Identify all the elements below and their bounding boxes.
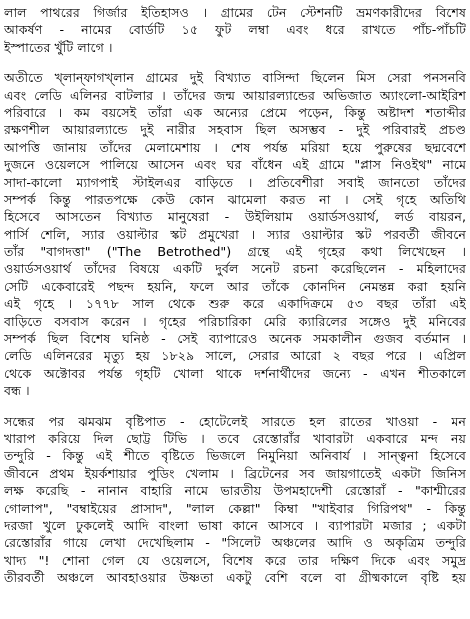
text-line: তাঁর "বাগদত্তা" ("The Betrothed") গ্রন্থে এই গৃহের কথা লিখেছেন । [4,244,466,260]
text-line: সম্পর্ক কিন্তু পারতপক্ষে কেউ কোন ঝামেলা করত না । সেই গৃহে অতিথি [4,191,466,207]
text-line: ওয়ার্ডসওয়ার্থ তাঁদের বিষয়ে একটি দুর্বল সনেট রচনা করেছিলেন - মহিলাদের [4,261,466,277]
paragraph-gap [4,62,466,69]
text-line: হিসেবে আসতেন বিখ্যাত মানুষেরা - উইলিয়াম ওয়ার্ডসওয়ার্থ, লর্ড বায়রন, [4,209,466,225]
text-line: সম্পর্ক ছিল বিশেষ ঘনিষ্ঠ - সেই ব্যাপারেও অনেক সমকালীন গুজব বর্তমান । [4,331,466,347]
text-line: দুজনে ওয়েলসে পালিয়ে আসেন এবং ঘর বাঁধেন এই গ্রামে "প্লাস নিওইথ" নামে [4,157,466,173]
text-line: আপত্তি জানায় তাঁদের মেলামেশায় । শেষ পর্যন্ত মরিয়া হয়ে পুরুষের ছদ্মবেশে [4,139,466,155]
text-line: জীবনে প্রথম ইয়র্কশায়ার পুডিং খেলাম । ব্রিটেনের সব জায়গাতেই একটা জিনিস [4,465,466,481]
text-line: পরিবারে । কম বয়সেই তাঁরা এক অন্যের প্রেমে পড়েন, কিন্তু অষ্টাদশ শতাব্দীর [4,104,466,120]
paragraph-2 [4,69,466,399]
text-line: আকর্ষণ - নামের বোর্ডটি ১৫ ফুট লম্বা এবং ধরে রাখতে পাঁচ-পাঁচটি [4,22,466,38]
text-line: ইস্পাতের খুঁটি লাগে । [4,39,113,55]
paragraph-gap [4,406,466,413]
text-line: খারাপ করিয়ে দিল ছোট্ট টিভি । তবে রেস্তোরাঁর খাবারটা একবারে মন্দ নয় [4,430,466,446]
text-line: বন্ধ । [4,383,30,399]
text-line: সন্ধের পর ঝমঝম বৃষ্টিপাত - হোটেলেই সারতে হল রাতের খাওয়া - মন [4,413,466,429]
text-line: লেডি এলিনরের মৃত্যু হয় ১৮২৯ সালে, সেরার আরো ২ বছর পরে । এপ্রিল [4,348,466,364]
text-line: রেস্তোরাঁর গায়ে লেখা দেখেছিলাম - "সিলেট অঞ্চলের আদি ও অকৃত্রিম তন্দুরি [4,535,466,551]
text-line: তীরবর্তী অঞ্চলে আবহাওয়ার উষ্ণতা একটু বেশি বলে বা গ্রীষ্মকালে বৃষ্টি হয় [4,570,466,586]
text-line: অতীতে খ্লান্ফাগখ্লান গ্রামের দুই বিখ্যাত বাসিন্দা ছিলেন মিস সেরা পনসনবি [4,70,466,86]
text-line: থেকে অক্টোবর পর্যন্ত গৃহটি খোলা থাকে দর্শনার্থীদের জন্যে - এখন শীতকালে [4,365,466,381]
text-line: এই গৃহে । ১৭৭৮ সাল থেকে শুরু করে একাদিক্রমে ৫৩ বছর তাঁরা এই [4,296,466,312]
text-line: গোলাপ", "বম্বাইয়ের প্রাসাদ", "লাল কেল্লা" কিম্বা "খাইবার গিরিপথ" - কিন্তু [4,500,466,516]
text-line: সেটি একেবারেই পছন্দ হয়নি, ফলে আর তাঁকে কোনদিন নেমন্তন্ন করা হয়নি [4,278,466,294]
text-line: বাড়িতে বসবাস করেন । গৃহের পরিচারিকা মেরি ক্যারিলের সঙ্গেও দুই মনিবের [4,313,466,329]
text-line: রক্ষণশীল আয়ারল্যান্ডে দুই নারীর সহবাস ছিল অসম্ভব - দুই পরিবারই প্রচণ্ড [4,122,466,138]
text-line: সাদা-কালো ম্যাগপাই স্টাইলএর বাড়িতে । প্রতিবেশীরা সবাই জানতো তাঁদের [4,174,466,190]
paragraph-1 [4,4,466,56]
text-line: তন্দুরি - কিন্তু এই শীতে বৃষ্টিতে ভিজলে নিমুনিয়া অনিবার্য । সান্ত্বনা হিসেবে [4,448,466,464]
text-line: দরজা খুলে ঢুকলেই আদি বাংলা ভাষা কানে আসবে । ব্যাপারটা মজার ; একটা [4,517,466,533]
text-line: লক্ষ করেছি - নানান বাহারি নামে ভারতীয় উপমহাদেশী রেস্তোরাঁ - "কাশ্মীরের [4,483,466,499]
text-line: খাদ্য "! শোনা গেল যে ওয়েলসে, বিশেষ করে তার দক্ষিণ দিকে এবং সমুদ্র [4,552,466,568]
text-line: লাল পাথরের গির্জার ইতিহাসও । গ্রামের টেন স্টেশনটি ভ্রমণকারীদের বিশেষ [4,5,466,20]
text-line: পার্সি শেলি, স্যার ওয়াল্টার স্কট প্রমুখেরা । স্যার ওয়াল্টার স্কট পরবর্তী জীবনে [4,226,466,242]
text-line: এবং লেডি এলিনর বাটলার । তাঁদের জন্ম আয়ারল্যান্ডের অভিজাত অ্যাংলো-আইরিশ [4,87,466,103]
paragraph-3 [4,413,466,587]
